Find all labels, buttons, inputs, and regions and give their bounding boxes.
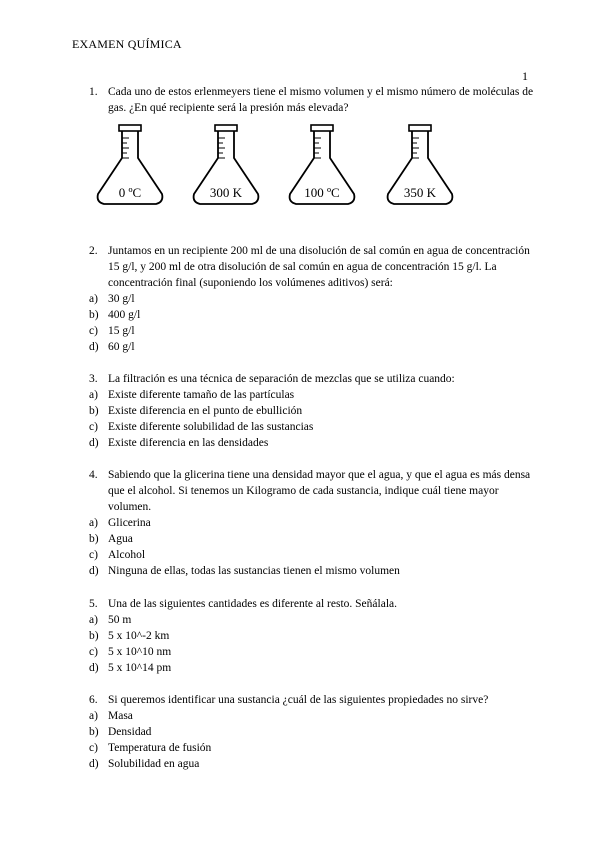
option-a	[89, 612, 539, 628]
option-text: Alcohol	[108, 549, 146, 561]
option-text: Densidad	[108, 726, 152, 738]
question-number: 5.	[89, 598, 98, 610]
option-text: 50 m	[108, 614, 132, 626]
option-text: 60 g/l	[108, 341, 135, 353]
option-letter: a)	[89, 614, 98, 626]
option-letter: a)	[89, 293, 98, 305]
option-text: 5 x 10^-2 km	[108, 630, 170, 642]
page-header: EXAMEN QUÍMICA	[72, 37, 182, 51]
option-text: Ninguna de ellas, todas las sustancias tienen el mismo volumen	[108, 565, 400, 577]
flask-4	[384, 122, 456, 210]
question-text: Una de las siguientes cantidades es diferente al resto. Señálala.	[108, 598, 397, 610]
option-text: Temperatura de fusión	[108, 742, 212, 754]
option-letter: d)	[89, 341, 99, 353]
option-letter: b)	[89, 309, 99, 321]
question-3	[89, 371, 539, 451]
question-5	[89, 596, 539, 676]
question-number: 2.	[89, 245, 98, 257]
question-2	[89, 243, 539, 291]
option-b	[89, 724, 539, 740]
question-number: 6.	[89, 694, 98, 706]
option-letter: d)	[89, 437, 99, 449]
option-d	[89, 660, 539, 676]
option-b	[89, 628, 539, 644]
question-4	[89, 467, 539, 579]
erlenmeyer-flasks	[94, 122, 474, 212]
option-text: Existe diferente tamaño de las partículas	[108, 389, 295, 401]
option-c	[89, 740, 539, 756]
option-letter: d)	[89, 758, 99, 770]
option-letter: c)	[89, 325, 98, 337]
question-text: Si queremos identificar una sustancia ¿cuál de las siguientes propiedades no sirve?	[108, 694, 489, 706]
option-text: 5 x 10^14 pm	[108, 662, 172, 674]
option-d	[89, 756, 539, 772]
option-b	[89, 403, 539, 419]
question-2-options	[89, 291, 539, 355]
option-text: Glicerina	[108, 517, 151, 529]
option-letter: c)	[89, 646, 98, 658]
option-d	[89, 339, 539, 355]
option-letter: c)	[89, 742, 98, 754]
question-number: 4.	[89, 469, 98, 481]
option-b	[89, 531, 539, 547]
option-text: Agua	[108, 533, 133, 545]
option-letter: a)	[89, 389, 98, 401]
question-text: Sabiendo que la glicerina tiene una densidad mayor que el agua, y que el agua es más densa que el alcohol. Si tenemos un Kilogramo de cada sustancia, indique cuál tiene mayor volumen.	[108, 469, 531, 513]
option-c	[89, 547, 539, 563]
option-c	[89, 419, 539, 435]
option-letter: c)	[89, 549, 98, 561]
option-a	[89, 515, 539, 531]
page-number: 1	[522, 69, 528, 83]
option-d	[89, 563, 539, 579]
option-text: Existe diferencia en las densidades	[108, 437, 269, 449]
question-number: 3.	[89, 373, 98, 385]
option-text: 5 x 10^10 nm	[108, 646, 172, 658]
flask-1	[94, 122, 166, 210]
option-b	[89, 307, 539, 323]
option-letter: c)	[89, 421, 98, 433]
option-text: 30 g/l	[108, 293, 135, 305]
option-letter: b)	[89, 405, 99, 417]
question-text: La filtración es una técnica de separación de mezclas que se utiliza cuando:	[108, 373, 455, 385]
flask-2	[190, 122, 262, 210]
option-text: Existe diferente solubilidad de las sustancias	[108, 421, 314, 433]
flask-3	[286, 122, 358, 210]
option-a	[89, 387, 539, 403]
option-letter: a)	[89, 710, 98, 722]
flask-label: 100 ºC	[304, 185, 340, 200]
option-text: 400 g/l	[108, 309, 141, 321]
question-text: Juntamos en un recipiente 200 ml de una disolución de sal común en agua de concentración 15 g/l, y 200 ml de otra disolución de sal común en agua de concentración 15 g/l. La concentración final (suponiendo los volúmenes aditivos) será:	[108, 245, 530, 289]
option-letter: b)	[89, 533, 99, 545]
option-letter: b)	[89, 726, 99, 738]
option-a	[89, 291, 539, 307]
question-6	[89, 692, 539, 772]
option-letter: d)	[89, 662, 99, 674]
option-letter: d)	[89, 565, 99, 577]
option-c	[89, 323, 539, 339]
option-a	[89, 708, 539, 724]
option-text: Existe diferencia en el punto de ebullición	[108, 405, 303, 417]
option-d	[89, 435, 539, 451]
option-text: Masa	[108, 710, 133, 722]
flask-label: 350 K	[403, 185, 437, 200]
option-c	[89, 644, 539, 660]
question-number: 1.	[89, 86, 98, 98]
option-letter: b)	[89, 630, 99, 642]
option-text: Solubilidad en agua	[108, 758, 200, 770]
question-text: Cada uno de estos erlenmeyers tiene el mismo volumen y el mismo número de moléculas de gas. ¿En qué recipiente será la presión más elevada?	[108, 86, 534, 114]
flask-label: 0 ºC	[118, 185, 142, 200]
question-1	[89, 84, 539, 116]
option-letter: a)	[89, 517, 98, 529]
option-text: 15 g/l	[108, 325, 135, 337]
flask-label: 300 K	[209, 185, 243, 200]
